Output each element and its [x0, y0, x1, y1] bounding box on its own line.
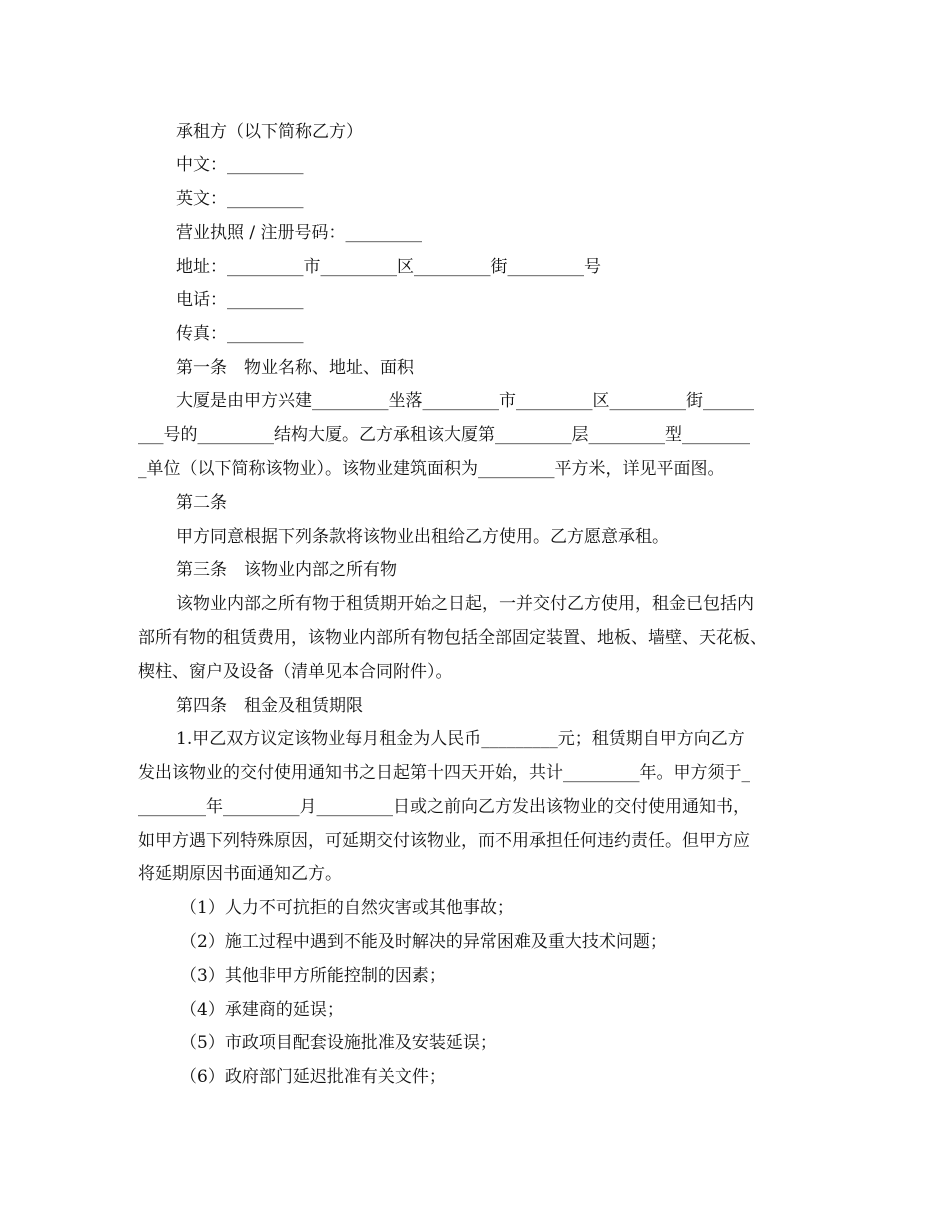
fax-field: 传真：_________	[176, 324, 304, 344]
article-1-heading: 第一条 物业名称、地址、面积	[176, 358, 414, 378]
chinese-name-field: 中文：_________	[176, 155, 304, 175]
paragraph-line: 1.甲乙双方议定该物业每月租金为人民币_________元；租赁期自甲方向乙方	[176, 729, 745, 749]
paragraph-line: ___号的_________结构大厦。乙方承租该大厦第_________层_________型________	[138, 425, 750, 445]
list-item: （5）市政项目配套设施批准及安装延误；	[180, 1033, 497, 1053]
paragraph-line: 将延期原因书面通知乙方。	[138, 864, 342, 884]
list-item: （2）施工过程中遇到不能及时解决的异常困难及重大技术问题；	[180, 932, 667, 952]
list-item: （1）人力不可抗拒的自然灾害或其他事故；	[180, 898, 514, 918]
english-name-field: 英文：_________	[176, 189, 304, 209]
lessee-heading: 承租方（以下简称乙方）	[176, 122, 363, 142]
paragraph-line: _单位（以下简称该物业）。该物业建筑面积为_________平方米，详见平面图。	[138, 459, 725, 479]
list-item: （6）政府部门延迟批准有关文件；	[180, 1067, 446, 1087]
list-item: （3）其他非甲方所能控制的因素；	[180, 966, 446, 986]
paragraph-line: 发出该物业的交付使用通知书之日起第十四天开始，共计_________年。甲方须于_	[138, 763, 750, 783]
article-2-heading: 第二条	[176, 493, 227, 513]
article-3-heading: 第三条 该物业内部之所有物	[176, 560, 397, 580]
license-number-field: 营业执照 / 注册号码：_________	[176, 223, 423, 243]
paragraph-line: 如甲方遇下列特殊原因，可延期交付该物业，而不用承担任何违约责任。但甲方应	[138, 831, 750, 851]
address-field: 地址：_________市_________区_________街_________号	[176, 257, 601, 277]
paragraph-line: 部所有物的租赁费用，该物业内部所有物包括全部固定装置、地板、墙壁、天花板、	[138, 628, 767, 648]
paragraph-line: 大厦是由甲方兴建_________坐落_________市_________区_________街______	[176, 391, 754, 411]
phone-field: 电话：_________	[176, 290, 304, 310]
paragraph-line: 甲方同意根据下列条款将该物业出租给乙方使用。乙方愿意承租。	[176, 527, 669, 547]
paragraph-line: 楔柱、窗户及设备（清单见本合同附件）。	[138, 662, 453, 682]
article-4-heading: 第四条 租金及租赁期限	[176, 696, 363, 716]
paragraph-line: 该物业内部之所有物于租赁期开始之日起，一并交付乙方使用，租金已包括内	[176, 594, 754, 614]
list-item: （4）承建商的延误；	[180, 1000, 344, 1020]
paragraph-line: ________年_________月_________日或之前向乙方发出该物业的交付使用通知书，	[138, 797, 750, 817]
